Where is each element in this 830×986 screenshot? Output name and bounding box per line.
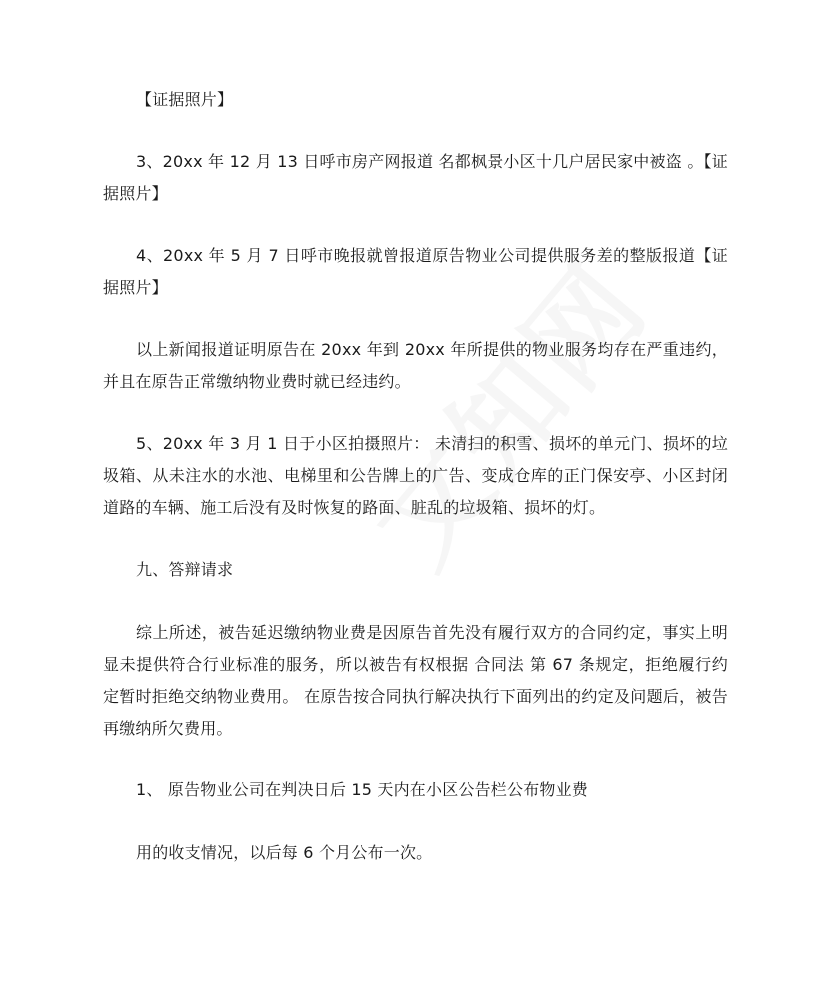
paragraph-item-5: 5、20xx 年 3 月 1 日于小区拍摄照片： 未清扫的积雪、损坏的单元门、损坏的垃圾箱、从未注水的水池、电梯里和公告牌上的广告、变成仓库的正门保安亭、小区封闭道路的车辆、施工后没有及时恢复的路面、脏乱的垃圾箱、损坏的灯。 [103,434,728,517]
paragraph-conclusion: 综上所述，被告延迟缴纳物业费是因原告首先没有履行双方的合同约定，事实上明显未提供符合行业标准的服务，所以被告有权根据 合同法 第 67 条规定，拒绝履行约定暂时拒绝交纳物业费用。 在原告按合同执行解决执行下面列出的约定及问题后，被告再缴纳所欠费用。 [103,623,728,738]
paragraph-request-1: 1、 原告物业公司在判决日后 15 天内在小区公告栏公布物业费 [136,780,588,799]
paragraph-item-4: 4、20xx 年 5 月 7 日呼市晚报就曾报道原告物业公司提供服务差的整版报道【证据照片】 [103,246,728,297]
paragraph-request-1-continued: 用的收支情况，以后每 6 个月公布一次。 [136,843,433,862]
paragraph-item-3: 3、20xx 年 12 月 13 日呼市房产网报道 名都枫景小区十几户居民家中被盗 。【证据照片】 [103,152,728,203]
paragraph-news-summary: 以上新闻报道证明原告在 20xx 年到 20xx 年所提供的物业服务均存在严重违约，并且在原告正常缴纳物业费时就已经违约。 [103,340,728,391]
section-heading-defense-request: 九、答辩请求 [136,560,234,579]
paragraph-evidence-photo: 【证据照片】 [136,90,234,109]
